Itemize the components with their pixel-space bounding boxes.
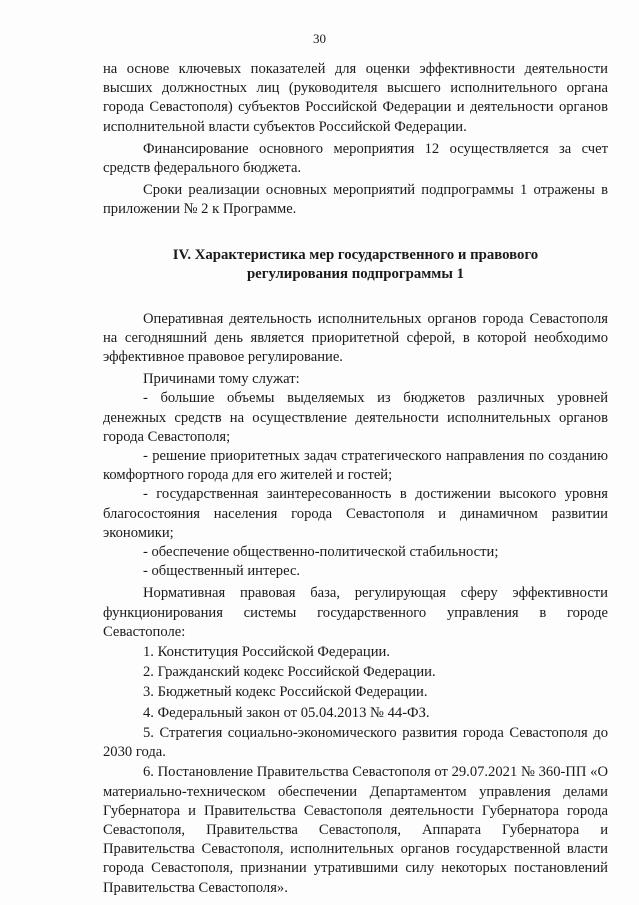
reason-item: - большие объемы выделяемых из бюджетов различных уровней денежных средств на осуществление деятельности исполнительных органов города Севастополя; — [103, 390, 608, 445]
legal-base-lead: Нормативная правовая база, регулирующая сферу эффективности функционирования системы государственного управления в городе Севастополе: — [103, 585, 608, 640]
reason-item: - решение приоритетных задач стратегического направления по созданию комфортного города для его жителей и гостей; — [103, 448, 608, 484]
paragraph-intro: Оперативная деятельность исполнительных органов города Севастополя на сегодняшний день является приоритетной сферой, в которой необходимо эффективное правовое регулирование. — [103, 310, 608, 366]
legal-base-item: 3. Бюджетный кодекс Российской Федерации. — [143, 684, 428, 701]
page-number: 30 — [313, 31, 326, 46]
legal-base-item: 2. Гражданский кодекс Российской Федерации. — [143, 664, 436, 681]
reasons-lead: Причинами тому служат: — [143, 371, 300, 388]
paragraph-financing: Финансирование основного мероприятия 12 осуществляется за счет средств федерального бюджета. — [103, 140, 608, 177]
paragraph-timing: Сроки реализации основных мероприятий подпрограммы 1 отражены в приложении № 2 к Программе. — [103, 182, 608, 218]
paragraph-continuation: на основе ключевых показателей для оценки эффективности деятельности высших должностных лиц (руководителя высшего исполнительного органа города Севастополя) субъектов Российской Федерации и деятельности органов исполнительной власти субъектов Российской Федерации. — [103, 61, 608, 135]
document-body — [103, 60, 608, 898]
reason-item: - обеспечение общественно-политической стабильности; — [143, 544, 499, 561]
legal-base-item: 1. Конституция Российской Федерации. — [143, 644, 390, 661]
legal-base-item: 5. Стратегия социально-экономического развития города Севастополя до 2030 года. — [103, 724, 608, 761]
section-heading: IV. Характеристика мер государственного и правового регулирования подпрограммы 1 — [172, 246, 539, 282]
reason-item: - государственная заинтересованность в достижении высокого уровня благосостояния населения города Севастополя и динамичном развитии экономики; — [103, 486, 608, 541]
reason-item: - общественный интерес. — [143, 563, 301, 580]
legal-base-item: 4. Федеральный закон от 05.04.2013 № 44-ФЗ. — [143, 704, 430, 721]
legal-base-item: 6. Постановление Правительства Севастополя от 29.07.2021 № 360-ПП «О материально-техническом обеспечении Департаментом управления делами Губернатора и Правительства Севастополя деятельности Губернатора города Севастополя, Правительства Севастополя, Аппарата Губернатора и Правительства Севастополя, исполнительных органов государственной власти города Севастополя, признании утратившими силу некоторых постановлений Правительства Севастополя». — [103, 764, 608, 896]
